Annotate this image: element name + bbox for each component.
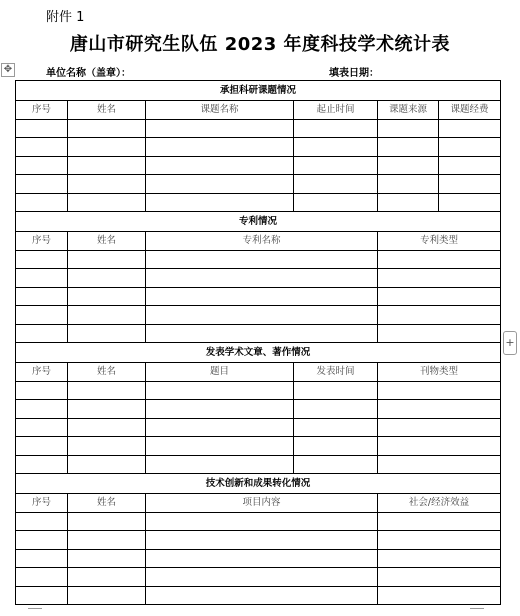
table-cell[interactable] bbox=[294, 437, 378, 456]
table-cell[interactable] bbox=[378, 156, 439, 175]
table-cell[interactable] bbox=[439, 193, 501, 212]
statistics-table bbox=[15, 80, 501, 605]
table-cell[interactable] bbox=[378, 175, 439, 194]
table-cell[interactable] bbox=[68, 138, 146, 157]
header-row bbox=[16, 494, 501, 513]
table-cell[interactable] bbox=[294, 193, 378, 212]
table-cell[interactable] bbox=[146, 455, 294, 474]
table-row bbox=[16, 418, 501, 437]
column-header: 序号 bbox=[16, 232, 68, 251]
column-header: 序号 bbox=[16, 101, 68, 120]
table-cell[interactable] bbox=[68, 193, 146, 212]
table-cell[interactable] bbox=[16, 156, 68, 175]
table-cell[interactable] bbox=[146, 287, 378, 306]
table-cell[interactable] bbox=[146, 269, 378, 288]
table-cell[interactable] bbox=[146, 418, 294, 437]
table-cell[interactable] bbox=[16, 324, 68, 343]
table-cell[interactable] bbox=[146, 250, 378, 269]
table-move-icon[interactable]: ✥ bbox=[1, 63, 15, 77]
table-cell[interactable] bbox=[68, 269, 146, 288]
column-header: 序号 bbox=[16, 494, 68, 513]
table-cell[interactable] bbox=[68, 119, 146, 138]
table-row bbox=[16, 193, 501, 212]
table-cell[interactable] bbox=[378, 269, 501, 288]
table-cell[interactable] bbox=[146, 175, 294, 194]
table-cell[interactable] bbox=[378, 306, 501, 325]
table-row bbox=[16, 269, 501, 288]
table-cell[interactable] bbox=[16, 568, 68, 587]
table-cell[interactable] bbox=[378, 138, 439, 157]
table-cell[interactable] bbox=[68, 175, 146, 194]
table-cell[interactable] bbox=[16, 269, 68, 288]
table-cell[interactable] bbox=[16, 119, 68, 138]
table-cell[interactable] bbox=[378, 586, 501, 605]
table-cell[interactable] bbox=[146, 119, 294, 138]
table-cell[interactable] bbox=[68, 531, 146, 550]
table-row bbox=[16, 250, 501, 269]
unit-name-label: 单位名称（盖章）： bbox=[46, 68, 131, 79]
header-row bbox=[16, 363, 501, 382]
table-cell[interactable] bbox=[68, 250, 146, 269]
table-cell[interactable] bbox=[294, 138, 378, 157]
column-header: 刊物类型 bbox=[378, 363, 501, 382]
page-title: 唐山市研究生队伍 2023 年度科技学术统计表 bbox=[69, 34, 451, 55]
table-row bbox=[16, 175, 501, 194]
table-cell[interactable] bbox=[68, 586, 146, 605]
table-cell[interactable] bbox=[16, 175, 68, 194]
table-cell[interactable] bbox=[16, 287, 68, 306]
table-cell[interactable] bbox=[16, 418, 68, 437]
header-row bbox=[16, 232, 501, 251]
table-cell[interactable] bbox=[294, 119, 378, 138]
table-cell[interactable] bbox=[439, 119, 501, 138]
table-cell[interactable] bbox=[378, 381, 501, 400]
table-cell[interactable] bbox=[68, 512, 146, 531]
table-cell[interactable] bbox=[378, 455, 501, 474]
table-cell[interactable] bbox=[146, 324, 378, 343]
column-header: 姓名 bbox=[68, 232, 146, 251]
table-cell[interactable] bbox=[16, 250, 68, 269]
column-header: 社会/经济效益 bbox=[378, 494, 501, 513]
table-cell[interactable] bbox=[439, 175, 501, 194]
table-cell[interactable] bbox=[294, 400, 378, 419]
table-row bbox=[16, 568, 501, 587]
column-header: 课题来源 bbox=[378, 101, 439, 120]
table-cell[interactable] bbox=[378, 119, 439, 138]
table-cell[interactable] bbox=[68, 324, 146, 343]
table-cell[interactable] bbox=[378, 250, 501, 269]
table-row bbox=[16, 586, 501, 605]
table-cell[interactable] bbox=[16, 400, 68, 419]
table-cell[interactable] bbox=[378, 531, 501, 550]
column-header: 姓名 bbox=[68, 363, 146, 382]
table-cell[interactable] bbox=[378, 437, 501, 456]
table-cell[interactable] bbox=[378, 324, 501, 343]
table-cell[interactable] bbox=[16, 455, 68, 474]
section-title-row bbox=[16, 212, 501, 232]
table-cell[interactable] bbox=[146, 512, 378, 531]
table-row bbox=[16, 306, 501, 325]
table-row bbox=[16, 324, 501, 343]
header-row bbox=[16, 101, 501, 120]
table-row bbox=[16, 119, 501, 138]
table-cell[interactable] bbox=[294, 175, 378, 194]
table-cell[interactable] bbox=[378, 549, 501, 568]
table-cell[interactable] bbox=[146, 549, 378, 568]
table-cell[interactable] bbox=[68, 156, 146, 175]
table-cell[interactable] bbox=[68, 437, 146, 456]
table-cell[interactable] bbox=[16, 193, 68, 212]
table-cell[interactable] bbox=[68, 418, 146, 437]
column-header: 题目 bbox=[146, 363, 294, 382]
table-cell[interactable] bbox=[439, 138, 501, 157]
table-row bbox=[16, 531, 501, 550]
table-cell[interactable] bbox=[378, 287, 501, 306]
column-header: 专利名称 bbox=[146, 232, 378, 251]
table-cell[interactable] bbox=[146, 306, 378, 325]
table-cell[interactable] bbox=[294, 418, 378, 437]
table-row bbox=[16, 287, 501, 306]
table-cell[interactable] bbox=[68, 568, 146, 587]
table-cell[interactable] bbox=[16, 437, 68, 456]
attachment-label: 附件 1 bbox=[46, 10, 85, 25]
table-cell[interactable] bbox=[16, 306, 68, 325]
column-header: 姓名 bbox=[68, 494, 146, 513]
table-cell[interactable] bbox=[68, 549, 146, 568]
table-row bbox=[16, 381, 501, 400]
column-header: 姓名 bbox=[68, 101, 146, 120]
table-cell[interactable] bbox=[146, 568, 378, 587]
column-header: 起止时间 bbox=[294, 101, 378, 120]
table-row bbox=[16, 400, 501, 419]
section-title: 承担科研课题情况 bbox=[16, 81, 501, 101]
table-cell[interactable] bbox=[16, 381, 68, 400]
table-cell[interactable] bbox=[146, 138, 294, 157]
table-cell[interactable] bbox=[146, 381, 294, 400]
column-header: 序号 bbox=[16, 363, 68, 382]
table-row bbox=[16, 138, 501, 157]
table-cell[interactable] bbox=[378, 193, 439, 212]
table-cell[interactable] bbox=[146, 400, 294, 419]
fill-date-label: 填表日期： bbox=[329, 68, 379, 79]
table-cell[interactable] bbox=[68, 455, 146, 474]
column-header: 项目内容 bbox=[146, 494, 378, 513]
table-cell[interactable] bbox=[16, 549, 68, 568]
table-cell[interactable] bbox=[439, 156, 501, 175]
section-title: 技术创新和成果转化情况 bbox=[16, 474, 501, 494]
table-cell[interactable] bbox=[378, 568, 501, 587]
table-row bbox=[16, 455, 501, 474]
table-cell[interactable] bbox=[16, 586, 68, 605]
table-cell[interactable] bbox=[294, 455, 378, 474]
table-row bbox=[16, 156, 501, 175]
table-cell[interactable] bbox=[68, 381, 146, 400]
column-header: 课题名称 bbox=[146, 101, 294, 120]
column-header: 发表时间 bbox=[294, 363, 378, 382]
table-cell[interactable] bbox=[146, 586, 378, 605]
column-header: 专利类型 bbox=[378, 232, 501, 251]
table-cell[interactable] bbox=[294, 156, 378, 175]
table-row bbox=[16, 549, 501, 568]
section-title-row bbox=[16, 81, 501, 101]
table-cell[interactable] bbox=[68, 306, 146, 325]
table-cell[interactable] bbox=[146, 156, 294, 175]
section-title: 发表学术文章、著作情况 bbox=[16, 343, 501, 363]
table-cell[interactable] bbox=[146, 437, 294, 456]
table-cell[interactable] bbox=[378, 418, 501, 437]
section-title-row bbox=[16, 343, 501, 363]
table-cell[interactable] bbox=[16, 138, 68, 157]
table-cell[interactable] bbox=[68, 400, 146, 419]
table-cell[interactable] bbox=[16, 512, 68, 531]
table-cell[interactable] bbox=[378, 512, 501, 531]
section-title: 专利情况 bbox=[16, 212, 501, 232]
table-cell[interactable] bbox=[146, 193, 294, 212]
table-row bbox=[16, 437, 501, 456]
table-cell[interactable] bbox=[146, 531, 378, 550]
section-title-row bbox=[16, 474, 501, 494]
add-column-icon[interactable]: + bbox=[503, 331, 517, 355]
table-cell[interactable] bbox=[68, 287, 146, 306]
table-cell[interactable] bbox=[294, 381, 378, 400]
column-header: 课题经费 bbox=[439, 101, 501, 120]
table-cell[interactable] bbox=[16, 531, 68, 550]
table-cell[interactable] bbox=[378, 400, 501, 419]
table-row bbox=[16, 512, 501, 531]
